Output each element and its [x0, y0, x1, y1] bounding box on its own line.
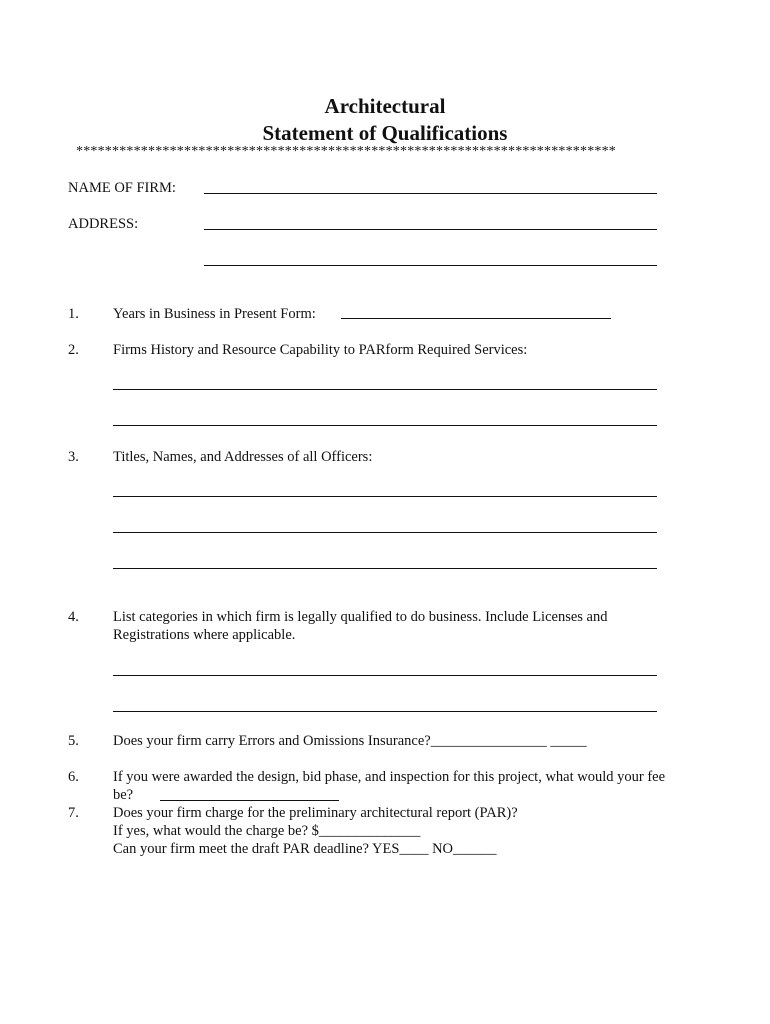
- question-5-number: 5.: [68, 733, 79, 749]
- separator-line: ***************************************************************************: [76, 144, 616, 159]
- firm-name-field[interactable]: [204, 193, 657, 194]
- licenses-field-line1[interactable]: [113, 675, 657, 676]
- question-2-text: Firms History and Resource Capability to PARform Required Services:: [113, 342, 528, 358]
- address-field-line1[interactable]: [204, 229, 657, 230]
- officers-field-line1[interactable]: [113, 496, 657, 497]
- question-7-number: 7.: [68, 805, 79, 821]
- licenses-field-line2[interactable]: [113, 711, 657, 712]
- question-6-number: 6.: [68, 769, 79, 785]
- history-field-line2[interactable]: [113, 425, 657, 426]
- officers-field-line3[interactable]: [113, 568, 657, 569]
- years-in-business-field[interactable]: [341, 318, 611, 319]
- address-field-line2[interactable]: [204, 265, 657, 266]
- question-5-text[interactable]: Does your firm carry Errors and Omissions Insurance?________________ _____: [113, 733, 587, 749]
- question-6-text-line1: If you were awarded the design, bid phase, and inspection for this project, what would your fee: [113, 769, 666, 785]
- question-3-number: 3.: [68, 449, 79, 465]
- history-field-line1[interactable]: [113, 389, 657, 390]
- question-4-number: 4.: [68, 609, 79, 625]
- question-6-text-line2: be?: [113, 787, 134, 803]
- question-7-text-line3[interactable]: Can your firm meet the draft PAR deadline? YES____ NO______: [113, 841, 497, 857]
- question-7-text-line2[interactable]: If yes, what would the charge be? $______________: [113, 823, 421, 839]
- question-4-text-line2: Registrations where applicable.: [113, 627, 296, 643]
- fee-field[interactable]: [160, 800, 339, 801]
- question-1-text: Years in Business in Present Form:: [113, 306, 316, 322]
- question-1-number: 1.: [68, 306, 79, 322]
- form-title-line1: Architectural: [324, 94, 446, 118]
- officers-field-line2[interactable]: [113, 532, 657, 533]
- form-title-line2: Statement of Qualifications: [262, 121, 508, 145]
- question-2-number: 2.: [68, 342, 79, 358]
- firm-name-label: NAME OF FIRM:: [68, 180, 176, 196]
- question-7-text-line1: Does your firm charge for the preliminary architectural report (PAR)?: [113, 805, 518, 821]
- address-label: ADDRESS:: [68, 216, 139, 232]
- question-4-text-line1: List categories in which firm is legally qualified to do business. Include Licenses and: [113, 609, 608, 625]
- question-3-text: Titles, Names, and Addresses of all Officers:: [113, 449, 373, 465]
